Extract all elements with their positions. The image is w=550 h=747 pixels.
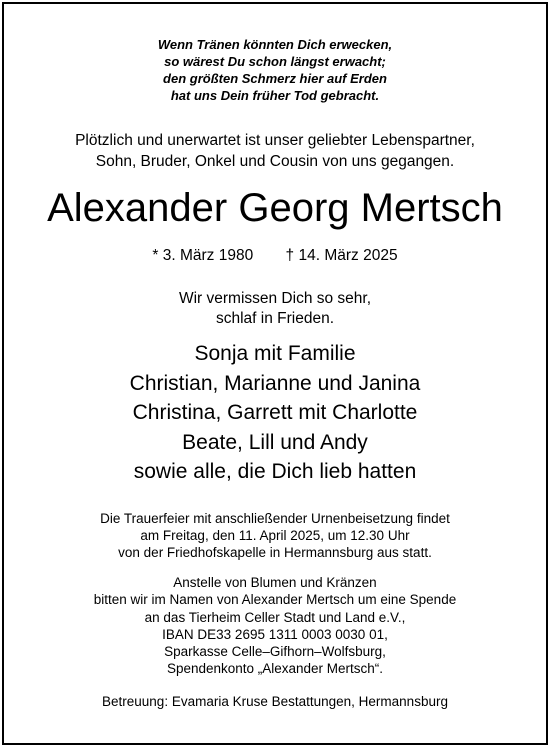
mourner-line: Sonja mit Familie <box>194 342 356 365</box>
funeral-info-line: von der Friedhofskapelle in Hermannsburg aus statt. <box>118 545 432 560</box>
donation-line: IBAN DE33 2695 1311 0003 0030 01, <box>162 626 388 642</box>
donation-line: Sparkasse Celle–Gifhorn–Wolfsburg, <box>164 644 386 660</box>
donation-info <box>0 574 550 678</box>
poem-line: so wärest Du schon längst erwacht; <box>164 54 386 69</box>
donation-line: bitten wir im Namen von Alexander Mertsch um eine Spende <box>93 592 457 608</box>
farewell-line: Wir vermissen Dich so sehr, <box>178 290 372 307</box>
announcement-line: Plötzlich und unerwartet ist unser geliebter Lebenspartner, <box>75 132 475 149</box>
poem-line: Wenn Tränen könnten Dich erwecken, <box>157 37 393 52</box>
death-date: † 14. März 2025 <box>285 247 398 264</box>
mourner-line: Beate, Lill und Andy <box>182 430 368 454</box>
funeral-info <box>0 510 550 561</box>
donation-line: Spendenkonto „Alexander Mertsch“. <box>166 661 384 677</box>
life-dates <box>0 246 550 266</box>
funeral-info-line: Die Trauerfeier mit anschließender Urnenbeisetzung findet <box>100 511 450 526</box>
birth-date: * 3. März 1980 <box>152 247 254 264</box>
mourners-list <box>0 339 550 487</box>
funeral-home-credit: Betreuung: Evamaria Kruse Bestattungen, Hermannsburg <box>102 694 448 709</box>
mourner-line: Christina, Garrett mit Charlotte <box>132 401 418 424</box>
donation-line: an das Tierheim Celler Stadt und Land e.V., <box>144 609 406 625</box>
farewell-text <box>0 289 550 329</box>
mourner-line: sowie alle, die Dich lieb hatten <box>133 460 417 483</box>
deceased-name: Alexander Georg Mertsch <box>47 186 503 230</box>
poem-line: hat uns Dein früher Tod gebracht. <box>170 88 380 103</box>
farewell-line: schlaf in Frieden. <box>215 310 335 327</box>
poem <box>0 36 550 104</box>
poem-line: den größten Schmerz hier auf Erden <box>163 71 387 86</box>
announcement-line: Sohn, Bruder, Onkel und Cousin von uns gegangen. <box>95 153 455 170</box>
donation-line: Anstelle von Blumen und Kränzen <box>173 575 377 590</box>
funeral-info-line: am Freitag, den 11. April 2025, um 12.30 Uhr <box>140 528 410 543</box>
announcement-text <box>0 130 550 172</box>
mourner-line: Christian, Marianne und Janina <box>129 371 421 395</box>
